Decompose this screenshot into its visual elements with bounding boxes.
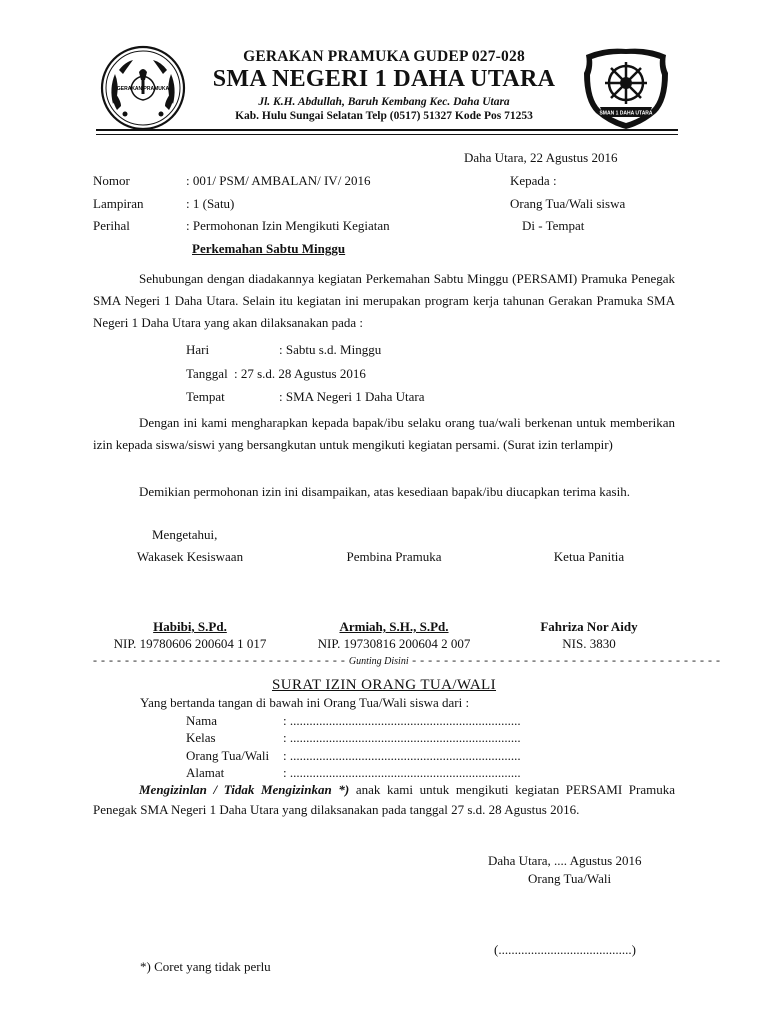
- signature-id-2: NIP. 19730816 200604 2 007: [317, 636, 471, 651]
- consent-text: anak kami untuk mengikuti kegiatan PERSAMI Pramuka Penegak SMA Negeri 1 Daha Utara yang dilaksanakan pada tanggal 27 s.d. 28 Agustus 2016.: [93, 782, 675, 817]
- cut-line: [93, 653, 721, 668]
- lampiran-label: Lampiran: [93, 196, 144, 211]
- kepada-label: Kepada :: [510, 173, 557, 188]
- signature-name-2: Armiah, S.H., S.Pd.: [339, 619, 449, 634]
- signature-id-1: NIP. 19780606 200604 1 017: [113, 636, 267, 651]
- letter-place-date: Daha Utara, 22 Agustus 2016: [464, 150, 618, 165]
- mengetahui-label: Mengetahui,: [152, 527, 218, 542]
- cut-line-right: - - - - - - - - - - - - - - - - - - - - - - - - - - - - - - - - - - - - - - -: [412, 653, 721, 667]
- tanggal-label: Tanggal: [186, 366, 228, 381]
- nomor-label: Nomor: [93, 173, 130, 188]
- body-paragraph-1: Sehubungan dengan diadakannya kegiatan Perkemahan Sabtu Minggu (PERSAMI) Pramuka Penegak SMA Negeri 1 Daha Utara. Selain itu kegiatan ini merupakan program kerja tahunan Gerakan Pramuka SMA Negeri 1 Daha Utara yang akan dilaksanakan pada :: [93, 271, 675, 330]
- field-orangtua-blank[interactable]: : .......................................................................: [283, 748, 521, 763]
- tanggal-value: : 27 s.d. 28 Agustus 2016: [234, 366, 366, 381]
- nomor-value: : 001/ PSM/ AMBALAN/ IV/ 2016: [186, 173, 371, 188]
- school-name: SMA NEGERI 1 DAHA UTARA: [212, 66, 556, 92]
- hari-label: Hari: [186, 342, 210, 357]
- consent-emphasis: Mengizinlan / Tidak Mengizinkan *): [139, 782, 350, 797]
- field-alamat-label: Alamat: [186, 765, 225, 780]
- consent-paragraph: [93, 780, 675, 820]
- tempat-value: : SMA Negeri 1 Daha Utara: [279, 389, 425, 404]
- cut-line-label: Gunting Disini: [348, 656, 409, 667]
- signature-name-3: Fahriza Nor Aidy: [540, 619, 638, 634]
- field-alamat-blank[interactable]: : .......................................................................: [283, 765, 521, 780]
- signature-role-2: Pembina Pramuka: [346, 549, 442, 564]
- signature-role-1: Wakasek Kesiswaan: [136, 549, 244, 564]
- signature-name-1: Habibi, S.Pd.: [153, 619, 227, 634]
- form-signer: Orang Tua/Wali: [528, 871, 612, 886]
- header-rule-thin: [96, 134, 678, 135]
- field-kelas-label: Kelas: [186, 730, 216, 745]
- logo-left-text: GERAKAN PRAMUKA: [116, 86, 170, 92]
- org-name: GERAKAN PRAMUKA GUDEP 027-028: [243, 48, 525, 65]
- form-signature-blank[interactable]: (.........................................): [494, 942, 636, 957]
- form-footnote: *) Coret yang tidak perlu: [140, 959, 271, 974]
- header-rule-thick: [96, 129, 678, 131]
- hari-value: : Sabtu s.d. Minggu: [279, 342, 382, 357]
- form-intro: Yang bertanda tangan di bawah ini Orang Tua/Wali siswa dari :: [140, 695, 470, 710]
- perihal-value-line-2: Perkemahan Sabtu Minggu: [192, 241, 346, 256]
- perihal-label: Perihal: [93, 218, 130, 233]
- field-nama-label: Nama: [186, 713, 218, 728]
- logo-right-text: SMAN 1 DAHA UTARA: [599, 110, 653, 117]
- body-paragraph-3: Demikian permohonan izin ini disampaikan, atas kesediaan bapak/ibu diucapkan terima kasih.: [139, 484, 630, 499]
- kepada-place: Di - Tempat: [522, 218, 585, 233]
- body-paragraph-2: Dengan ini kami mengharapkan kepada bapak/ibu selaku orang tua/wali berkenan untuk memberikan izin kepada siswa/siswi yang bersangkutan untuk mengikuti kegiatan persami. (Surat izin terlampir): [93, 415, 675, 452]
- perihal-value: : Permohonan Izin Mengikuti Kegiatan: [186, 218, 390, 233]
- lampiran-value: : 1 (Satu): [186, 196, 235, 211]
- address-line-1: Jl. K.H. Abdullah, Baruh Kembang Kec. Daha Utara: [258, 96, 510, 108]
- cut-line-left: - - - - - - - - - - - - - - - - - - - - - - - - - - - - - - - -: [93, 653, 346, 667]
- tempat-label: Tempat: [186, 389, 225, 404]
- address-line-2: Kab. Hulu Sungai Selatan Telp (0517) 51327 Kode Pos 71253: [235, 110, 533, 122]
- field-nama-blank[interactable]: : .......................................................................: [283, 713, 521, 728]
- field-orangtua-label: Orang Tua/Wali: [186, 748, 270, 763]
- field-kelas-blank[interactable]: : .......................................................................: [283, 730, 521, 745]
- signature-id-3: NIS. 3830: [562, 636, 616, 651]
- form-place-date: Daha Utara, .... Agustus 2016: [488, 853, 642, 868]
- signature-role-3: Ketua Panitia: [553, 549, 625, 564]
- kepada-recipient: Orang Tua/Wali siswa: [510, 196, 626, 211]
- form-title: SURAT IZIN ORANG TUA/WALI: [271, 677, 497, 693]
